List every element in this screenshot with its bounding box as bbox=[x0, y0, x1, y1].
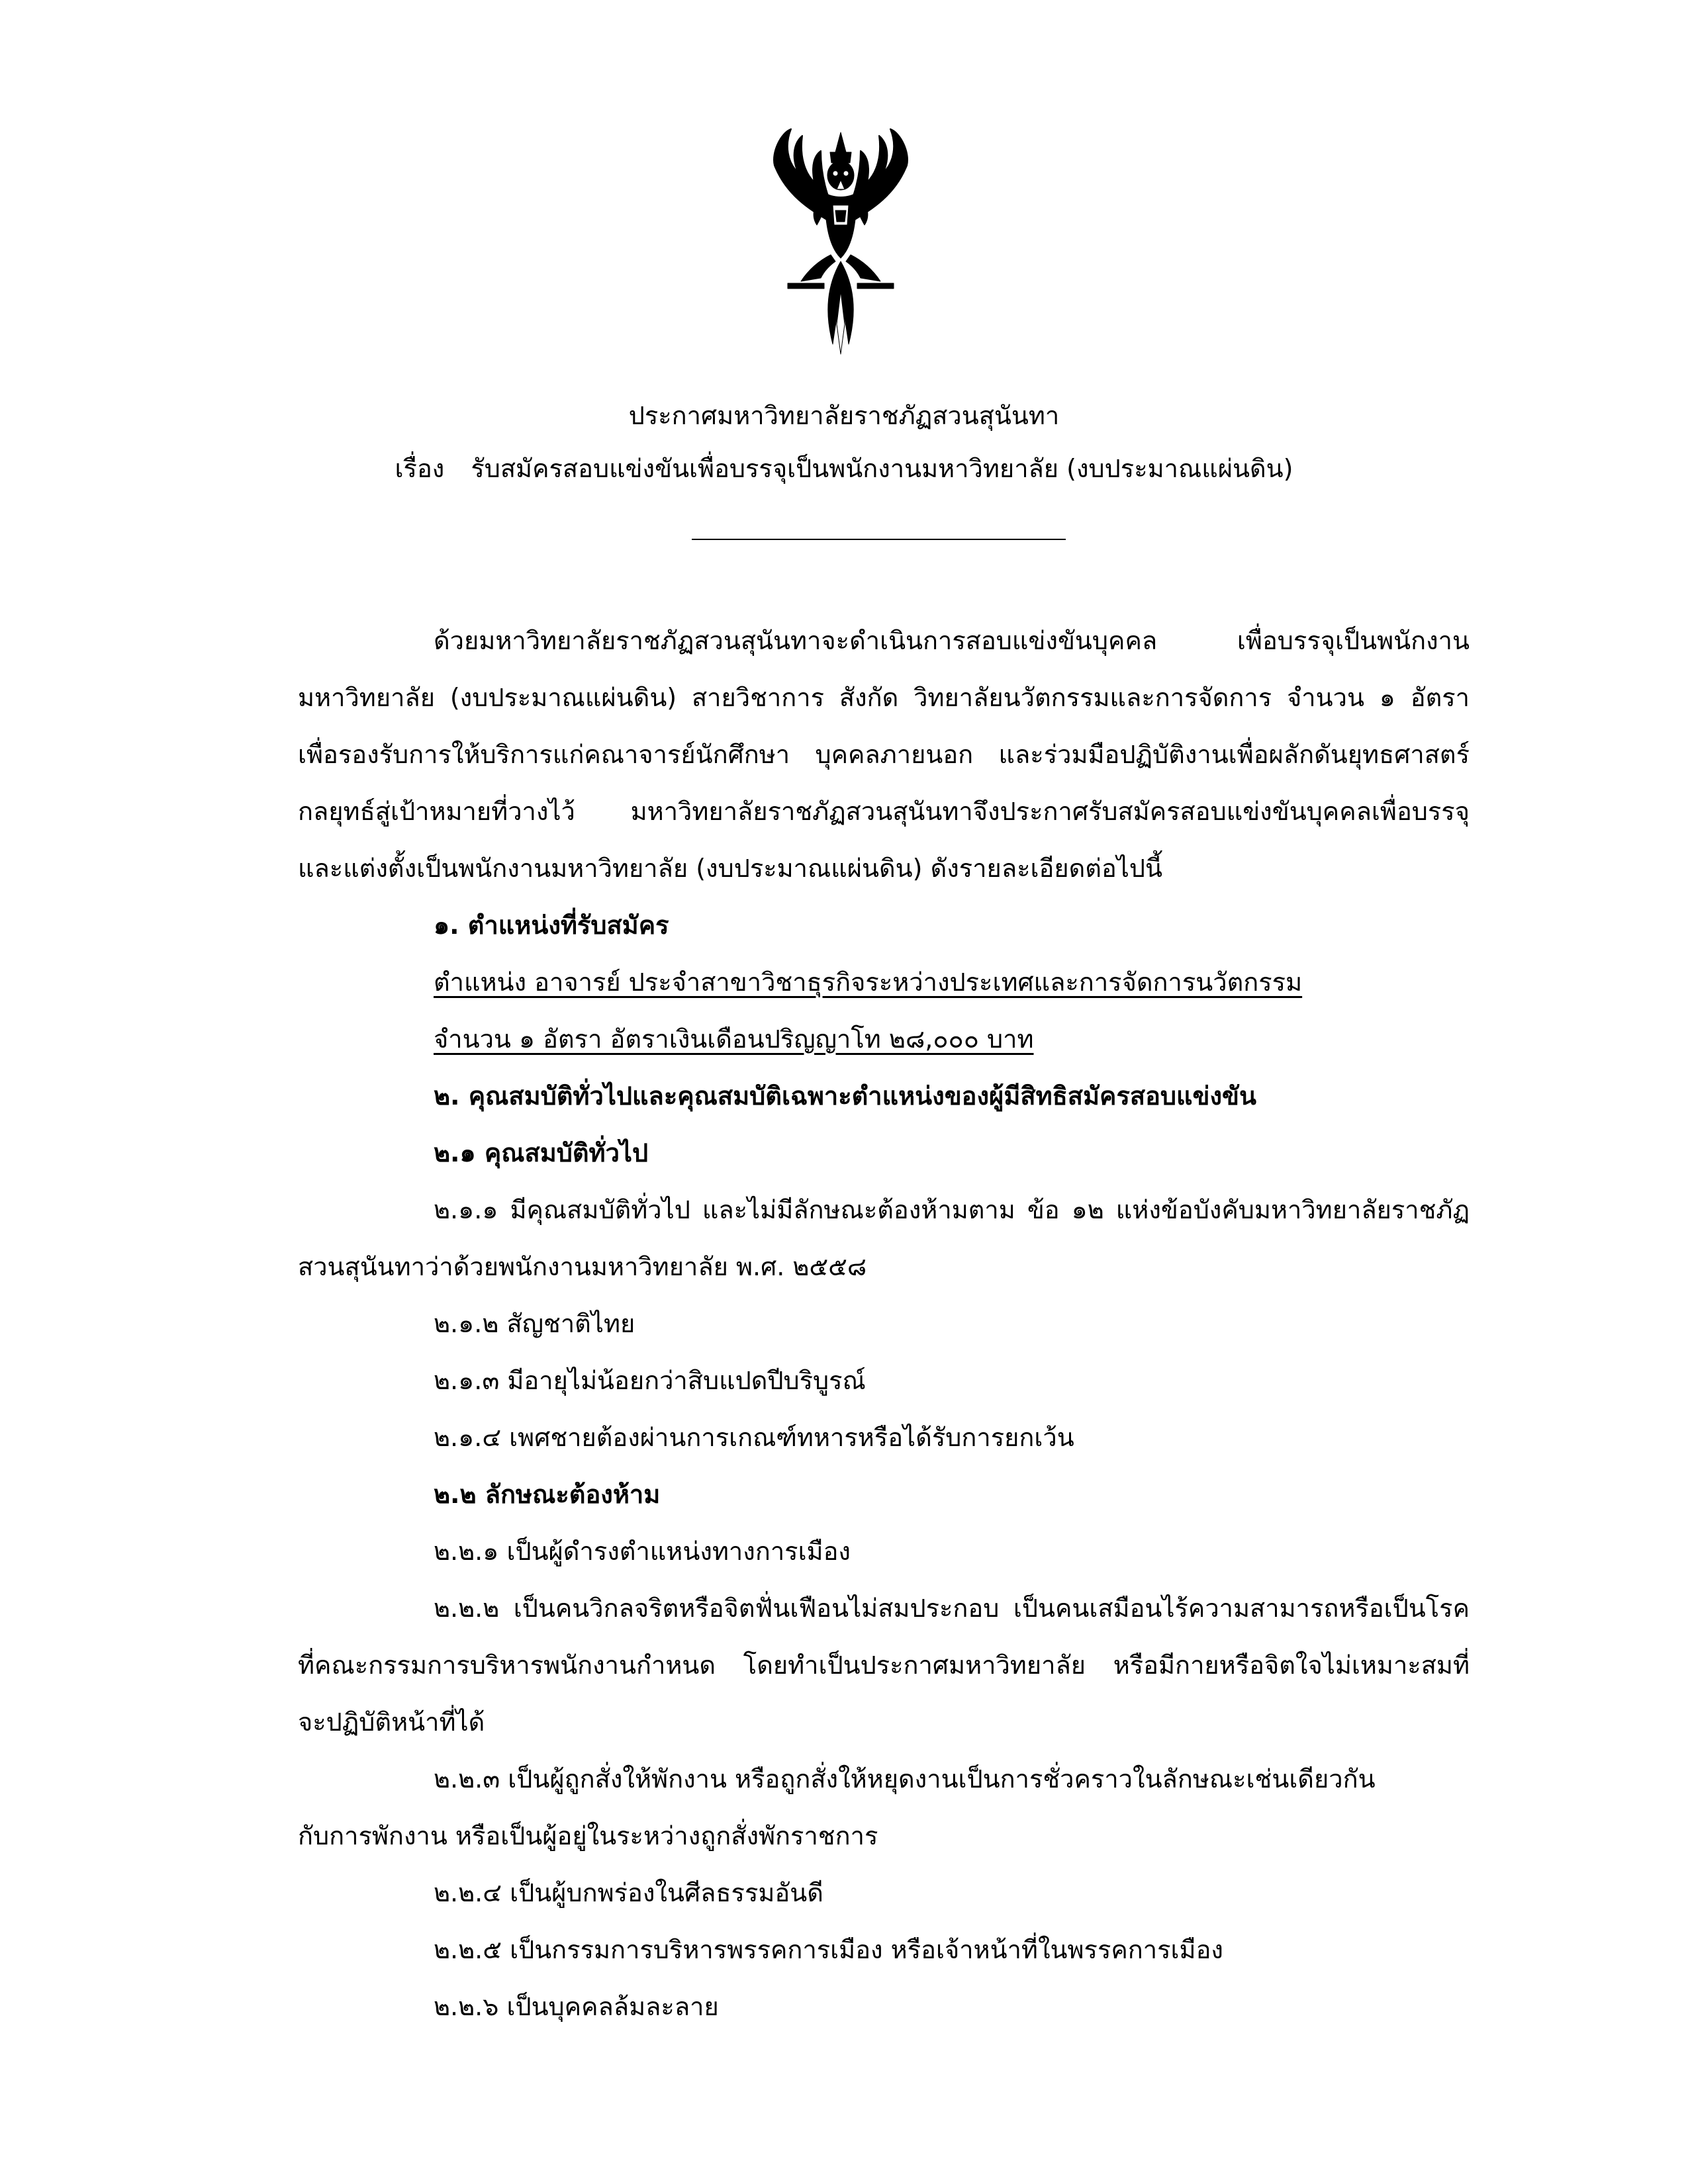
item-2-2-3-line-1: ๒.๒.๓ เป็นผู้ถูกสั่งให้พักงาน หรือถูกสั่งให้หยุดงานเป็นการชั่วคราวในลักษณะเช่นเดียวกัน bbox=[434, 1764, 1376, 1794]
item-2-2-2-line-3: จะปฏิบัติหน้าที่ได้ bbox=[298, 1707, 485, 1737]
item-2-2-4: ๒.๒.๔ เป็นผู้บกพร่องในศีลธรรมอันดี bbox=[434, 1878, 823, 1907]
section-2-2-heading: ๒.๒ ลักษณะต้องห้าม bbox=[434, 1480, 661, 1509]
position-quota: จำนวน ๑ อัตรา อัตราเงินเดือนปริญญาโท ๒๘,๐๐๐ บาท bbox=[434, 1024, 1034, 1054]
item-2-2-1: ๒.๒.๑ เป็นผู้ดำรงตำแหน่งทางการเมือง bbox=[434, 1537, 851, 1566]
document-subject bbox=[0, 452, 1688, 485]
item-2-1-4: ๒.๑.๔ เพศชายต้องผ่านการเกณฑ์ทหารหรือได้รับการยกเว้น bbox=[434, 1423, 1074, 1452]
header-divider bbox=[692, 539, 1066, 540]
item-2-2-5: ๒.๒.๕ เป็นกรรมการบริหารพรรคการเมือง หรือเจ้าหน้าที่ในพรรคการเมือง bbox=[434, 1935, 1223, 1964]
document-title: ประกาศมหาวิทยาลัยราชภัฏสวนสุนันทา bbox=[628, 401, 1060, 430]
intro-line-3: เพื่อรองรับการให้บริการแก่คณาจารย์นักศึกษา บุคคลภายนอก และร่วมมือปฏิบัติงานเพื่อผลักดันยุทธศาสตร์ bbox=[298, 740, 1470, 769]
item-2-1-3: ๒.๑.๓ มีอายุไม่น้อยกว่าสิบแปดปีบริบูรณ์ bbox=[434, 1366, 866, 1395]
intro-line-5: และแต่งตั้งเป็นพนักงานมหาวิทยาลัย (งบประมาณแผ่นดิน) ดังรายละเอียดต่อไปนี้ bbox=[298, 854, 1162, 883]
item-2-2-6: ๒.๒.๖ เป็นบุคคลล้มละลาย bbox=[434, 1992, 719, 2021]
item-2-1-1-line-2: สวนสุนันทาว่าด้วยพนักงานมหาวิทยาลัย พ.ศ. ๒๕๕๘ bbox=[298, 1252, 867, 1281]
garuda-emblem-icon bbox=[761, 126, 920, 357]
item-2-1-2: ๒.๑.๒ สัญชาติไทย bbox=[434, 1309, 635, 1338]
section-1-heading: ๑. ตำแหน่งที่รับสมัคร bbox=[434, 911, 669, 940]
position-title: ตำแหน่ง อาจารย์ ประจำสาขาวิชาธุรกิจระหว่างประเทศและการจัดการนวัตกรรม bbox=[434, 968, 1303, 997]
section-2-heading: ๒. คุณสมบัติทั่วไปและคุณสมบัติเฉพาะตำแหน่งของผู้มีสิทธิสมัครสอบแข่งขัน bbox=[434, 1081, 1256, 1111]
subject-text: รับสมัครสอบแข่งขันเพื่อบรรจุเป็นพนักงานมหาวิทยาลัย (งบประมาณแผ่นดิน) bbox=[471, 454, 1293, 483]
item-2-2-3-line-2: กับการพักงาน หรือเป็นผู้อยู่ในระหว่างถูกสั่งพักราชการ bbox=[298, 1821, 878, 1850]
section-2-1-heading: ๒.๑ คุณสมบัติทั่วไป bbox=[434, 1138, 649, 1167]
intro-line-1: ด้วยมหาวิทยาลัยราชภัฏสวนสุนันทาจะดำเนินการสอบแข่งขันบุคคล เพื่อบรรจุเป็นพนักงาน bbox=[434, 626, 1470, 655]
intro-line-2: มหาวิทยาลัย (งบประมาณแผ่นดิน) สายวิชาการ สังกัด วิทยาลัยนวัตกรรมและการจัดการ จำนวน ๑ อัตรา bbox=[298, 683, 1470, 712]
item-2-2-2-line-2: ที่คณะกรรมการบริหารพนักงานกำหนด โดยทำเป็นประกาศมหาวิทยาลัย หรือมีกายหรือจิตใจไม่เหมาะสมที่ bbox=[298, 1651, 1470, 1680]
subject-label: เรื่อง bbox=[395, 454, 445, 483]
item-2-2-2-line-1: ๒.๒.๒ เป็นคนวิกลจริตหรือจิตฟั่นเฟือนไม่สมประกอบ เป็นคนเสมือนไร้ความสามารถหรือเป็นโรค bbox=[434, 1594, 1470, 1623]
item-2-1-1-line-1: ๒.๑.๑ มีคุณสมบัติทั่วไป และไม่มีลักษณะต้องห้ามตาม ข้อ ๑๒ แห่งข้อบังคับมหาวิทยาลัยราชภัฏ bbox=[434, 1195, 1470, 1224]
intro-line-4: กลยุทธ์สู่เป้าหมายที่วางไว้ มหาวิทยาลัยราชภัฏสวนสุนันทาจึงประกาศรับสมัครสอบแข่งขันบุคคลเพื่อบรรจุ bbox=[298, 797, 1470, 826]
